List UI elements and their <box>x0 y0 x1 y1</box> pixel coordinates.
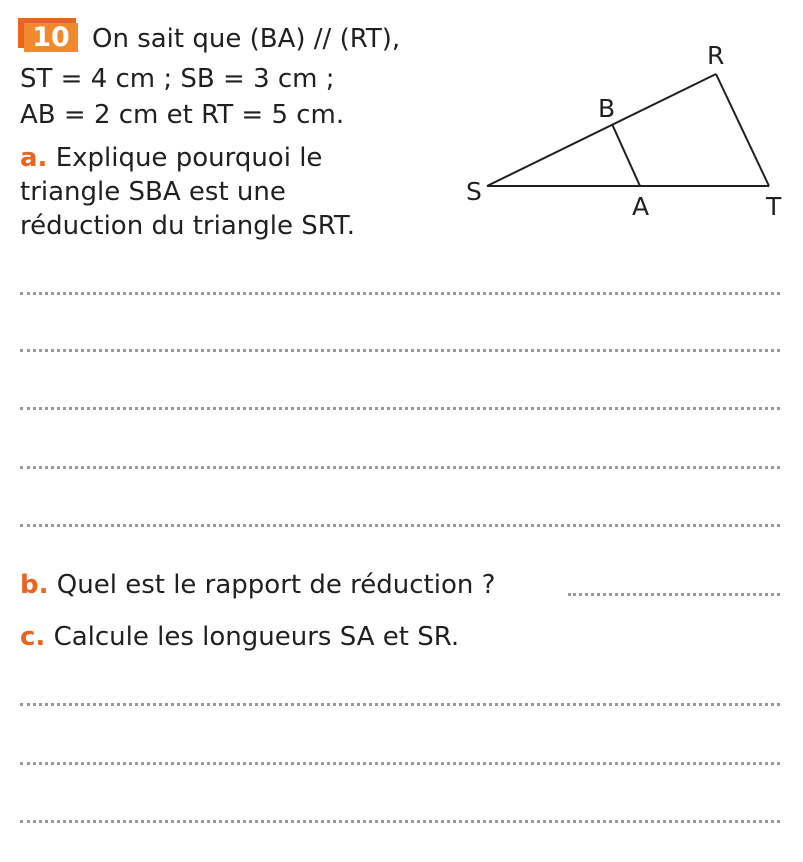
answer-line-b[interactable] <box>568 593 780 596</box>
answer-line-c-1[interactable] <box>20 703 780 706</box>
answer-line-a-1[interactable] <box>20 292 780 295</box>
segment-SR <box>487 74 716 186</box>
question-c-text: Calcule les longueurs SA et SR. <box>53 622 460 652</box>
question-a-line-3: réduction du triangle SRT. <box>20 211 355 241</box>
question-a-text-1: Explique pourquoi le <box>55 143 323 173</box>
point-label-T: T <box>766 192 782 221</box>
point-label-S: S <box>466 177 482 206</box>
answer-line-a-2[interactable] <box>20 349 780 352</box>
question-a-line-1 <box>20 141 322 175</box>
statement-line-1: On sait que (BA) // (RT), <box>92 24 401 54</box>
statement-line-2: ST = 4 cm ; SB = 3 cm ; <box>20 64 335 94</box>
answer-line-a-3[interactable] <box>20 407 780 410</box>
point-label-A: A <box>632 192 650 221</box>
answer-line-a-4[interactable] <box>20 466 780 469</box>
question-b-text: Quel est le rapport de réduction ? <box>56 570 496 600</box>
point-label-R: R <box>707 41 725 70</box>
segment-RT <box>716 74 769 186</box>
exercise-number-badge <box>18 18 78 52</box>
answer-line-a-5[interactable] <box>20 524 780 527</box>
question-b-label: b. <box>20 570 49 600</box>
exercise-number: 10 <box>24 23 78 52</box>
question-c-label: c. <box>20 622 46 652</box>
answer-line-c-2[interactable] <box>20 762 780 765</box>
question-c <box>20 620 459 654</box>
statement-line-3: AB = 2 cm et RT = 5 cm. <box>20 100 345 130</box>
answer-line-c-3[interactable] <box>20 820 780 823</box>
question-a-label: a. <box>20 143 48 173</box>
segment-BA <box>612 124 640 186</box>
point-label-B: B <box>598 94 616 123</box>
triangle-figure <box>455 30 795 230</box>
question-a-line-2: triangle SBA est une <box>20 177 286 207</box>
question-b <box>20 568 495 602</box>
